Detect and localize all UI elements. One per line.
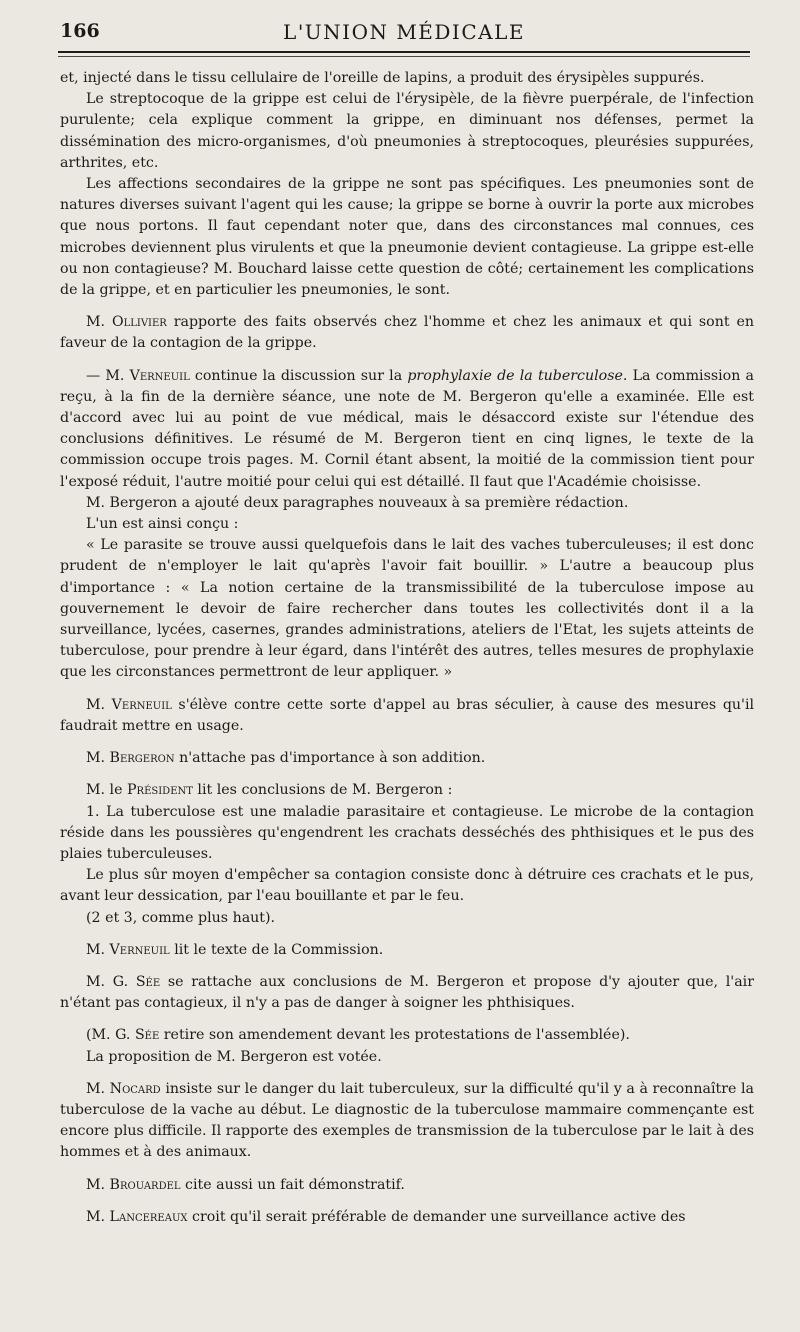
text-run: lit le texte de la Commission.: [169, 941, 384, 958]
text-run: retire son amendement devant les protestations de l'assemblée).: [159, 1027, 630, 1044]
paragraph-p15: [60, 940, 754, 961]
paragraph-p4: [60, 312, 754, 354]
speaker-name: Verneuil: [111, 696, 172, 713]
text-run: croit qu'il serait préférable de demander une surveillance active des: [187, 1208, 686, 1225]
paragraph-p9: [60, 695, 754, 737]
paragraph-p12: [60, 802, 754, 866]
paragraph-p7: [60, 514, 754, 535]
text-run: Le plus sûr moyen d'empêcher sa contagion consiste donc à détruire ces crachats et le pus, avant leur dessication, par l'eau bouillante et par le feu.: [60, 867, 754, 905]
text-run: M.: [86, 696, 112, 713]
text-run: se rattache aux conclusions de M. Bergeron et propose d'y ajouter que, l'air n'étant pas contagieux, il n'y a pas de danger à soigner les phthisiques.: [60, 973, 754, 1012]
text-run: M.: [86, 314, 112, 331]
paragraph-p11: [60, 780, 754, 801]
text-run: s'élève contre cette sorte d'appel au bras séculier, à cause des mesures qu'il faudrait mettre en usage.: [60, 696, 754, 734]
paragraph-p21: [60, 1207, 754, 1228]
paragraph-p14: [60, 908, 754, 929]
text-run: M.: [86, 1080, 110, 1097]
paragraph-p18: [60, 1047, 754, 1068]
paragraph-p16: [60, 972, 754, 1014]
header-rule: [58, 51, 750, 53]
text-run: Les affections secondaires de la grippe ne sont pas spécifiques. Les pneumonies sont de natures diverses suivant l'agent qui les cause; la grippe se borne à ouvrir la porte aux microbes que nous portons. Il faut cependant noter que, dans des circonstances mal connues, ces microbes deviennent plus virulents et que la pneumonie devient contagieuse. La grippe est-elle ou non contagieuse? M. Bouchard laisse cette question de côté; certainement les complications de la grippe, et en particulier les pneumonies, le sont.: [60, 176, 754, 299]
text-run: insiste sur le danger du lait tuberculeux, sur la difficulté qu'il y a à reconnaître la tuberculose de la vache au début. Le diagnostic de la tuberculose mammaire commençante est encore plus difficile. Il rapporte des exemples de transmission de la tuberculose par le lait à des hommes et à des animaux.: [60, 1080, 754, 1161]
text-run: . La commission a reçu, à la fin de la dernière séance, une note de M. Bergeron qu'elle a examinée. Elle est d'accord avec lui au point de vue médical, mais le désaccord existe sur l'étendue des conclusions définitives. Le résumé de M. Bergeron tient en cinq lignes, le texte de la commission occupe trois pages. M. Cornil étant absent, la moitié de la commission tient pour l'exposé réduit, l'autre moitié pour celui qui est détaillé. Il faut que l'Académie choisisse.: [60, 367, 754, 490]
text-run: (M. G.: [86, 1027, 135, 1044]
text-run: n'attache pas d'importance à son addition.: [174, 750, 486, 767]
speaker-name: Nocard: [109, 1080, 161, 1097]
text-run: continue la discussion sur la: [189, 367, 408, 384]
text-run: et, injecté dans le tissu cellulaire de l'oreille de lapins, a produit des érysipèles suppurés.: [60, 70, 705, 86]
italic-text: prophylaxie de la tuberculose: [407, 367, 623, 384]
paragraph-p1: [60, 68, 754, 89]
body-text: [60, 68, 754, 1288]
paragraph-p10: [60, 748, 754, 769]
header-rule-thin: [58, 56, 750, 57]
text-run: lit les conclusions de M. Bergeron :: [192, 782, 453, 799]
speaker-name: Brouardel: [109, 1176, 181, 1193]
speaker-name: Ollivier: [111, 314, 167, 331]
speaker-name: Président: [127, 782, 193, 799]
speaker-name: Verneuil: [109, 941, 170, 958]
speaker-name: Verneuil: [129, 367, 190, 384]
text-run: cite aussi un fait démonstratif.: [180, 1176, 405, 1193]
paragraph-p13: [60, 865, 754, 907]
paragraph-p20: [60, 1175, 754, 1196]
paragraph-p17: [60, 1025, 754, 1046]
text-run: (2 et 3, comme plus haut).: [86, 909, 276, 926]
text-run: La proposition de M. Bergeron est votée.: [86, 1048, 382, 1065]
text-run: M.: [86, 750, 110, 767]
text-run: M. Bergeron a ajouté deux paragraphes nouveaux à sa première rédaction.: [86, 494, 629, 511]
speaker-name: Bergeron: [109, 750, 175, 767]
paragraph-p5: [60, 366, 754, 493]
text-run: Le streptocoque de la grippe est celui de l'érysipèle, de la fièvre puerpérale, de l'infection purulente; cela explique comment la grippe, en diminuant nos défenses, permet la dissémination des micro-organismes, d'où pneumonies à streptocoques, pleurésies suppurées, arthrites, etc.: [60, 91, 754, 171]
text-run: M.: [86, 941, 110, 958]
paragraph-p3: [60, 174, 754, 301]
text-run: L'un est ainsi conçu :: [86, 516, 239, 533]
paragraph-p6: [60, 493, 754, 514]
speaker-name: Sée: [135, 973, 161, 990]
text-run: « Le parasite se trouve aussi quelquefois dans le lait des vaches tuberculeuses; il est donc prudent de n'employer le lait qu'après l'avoir fait bouillir. » L'autre a beaucoup plus d'importance : « La notion certaine de la transmissibilité de la tuberculose impose au gouvernement le devoir de faire rechercher dans toutes les collectivités dont il a la surveillance, lycées, casernes, grandes administrations, ateliers de l'Etat, les sujets atteints de tuberculose, pour prendre à leur égard, dans l'intérêt des autres, telles mesures de prophylaxie que les circonstances permettront de leur appliquer. »: [60, 537, 754, 681]
speaker-name: Sée: [134, 1027, 160, 1044]
page-header: [58, 18, 750, 52]
text-run: — M.: [86, 367, 130, 384]
text-run: M. G.: [86, 973, 136, 990]
text-run: M.: [86, 1176, 110, 1193]
text-run: M.: [86, 1208, 110, 1225]
speaker-name: Lancereaux: [109, 1208, 188, 1225]
paragraph-p2: [60, 89, 754, 174]
paragraph-p8: [60, 535, 754, 683]
text-run: 1. La tuberculose est une maladie parasitaire et contagieuse. Le microbe de la contagion réside dans les poussières qu'engendrent les crachats desséchés des phthisiques et le pus des plaies tuberculeuses.: [60, 803, 754, 862]
running-title: L'UNION MÉDICALE: [283, 20, 525, 44]
page-number: 166: [60, 20, 100, 42]
paragraph-p19: [60, 1079, 754, 1164]
text-run: rapporte des faits observés chez l'homme et chez les animaux et qui sont en faveur de la contagion de la grippe.: [60, 314, 754, 352]
text-run: M. le: [86, 782, 127, 799]
